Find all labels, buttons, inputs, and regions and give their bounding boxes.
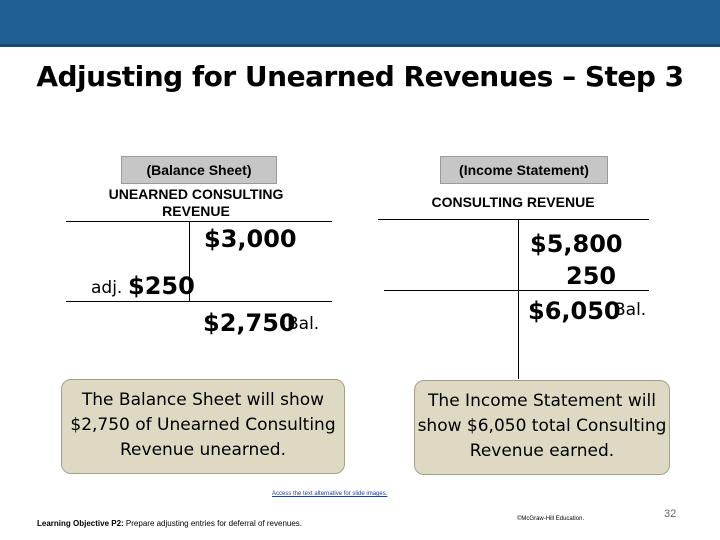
unearned-account-line2: REVENUE	[162, 203, 230, 219]
revenue-credit-beginning: $5,800	[530, 230, 623, 258]
slide-title: Adjusting for Unearned Revenues – Step 3	[36, 60, 684, 93]
revenue-t-top	[378, 219, 649, 220]
revenue-t-total-line	[384, 290, 649, 291]
learning-objective-label: Learning Objective P2:	[37, 519, 124, 528]
copyright: ©McGraw-Hill Education.	[517, 516, 585, 522]
balance-sheet-tag: (Balance Sheet)	[121, 156, 277, 184]
revenue-ending-balance: $6,050	[528, 297, 621, 325]
unearned-ending-balance: $2,750	[203, 309, 296, 337]
unearned-account-line1: UNEARNED CONSULTING	[108, 186, 284, 202]
income-statement-tag: (Income Statement)	[440, 156, 608, 184]
revenue-bal-label: Bal.	[614, 300, 647, 320]
page-number: 32	[664, 508, 677, 520]
unearned-t-total-line	[66, 301, 332, 302]
consulting-revenue-title: CONSULTING REVENUE	[431, 194, 595, 210]
unearned-credit-beginning: $3,000	[204, 225, 297, 253]
balance-sheet-note: The Balance Sheet will show $2,750 of Unearned Consulting Revenue unearned.	[61, 379, 345, 474]
income-statement-note: The Income Statement will show $6,050 total Consulting Revenue earned.	[414, 380, 670, 475]
learning-objective	[37, 519, 302, 528]
revenue-t-stem	[518, 219, 519, 379]
unearned-t-top	[66, 221, 332, 222]
alt-text-link[interactable]: Access the text alternative for slide images.	[272, 491, 388, 497]
header-bar	[0, 0, 720, 47]
learning-objective-text: Prepare adjusting entries for deferral of revenues.	[123, 519, 303, 528]
unearned-account-title	[86, 186, 306, 220]
unearned-debit-adj: $250	[128, 272, 195, 300]
unearned-bal-label: Bal.	[287, 314, 320, 334]
adj-label: adj.	[91, 278, 123, 298]
revenue-credit-adj: 250	[566, 262, 617, 290]
